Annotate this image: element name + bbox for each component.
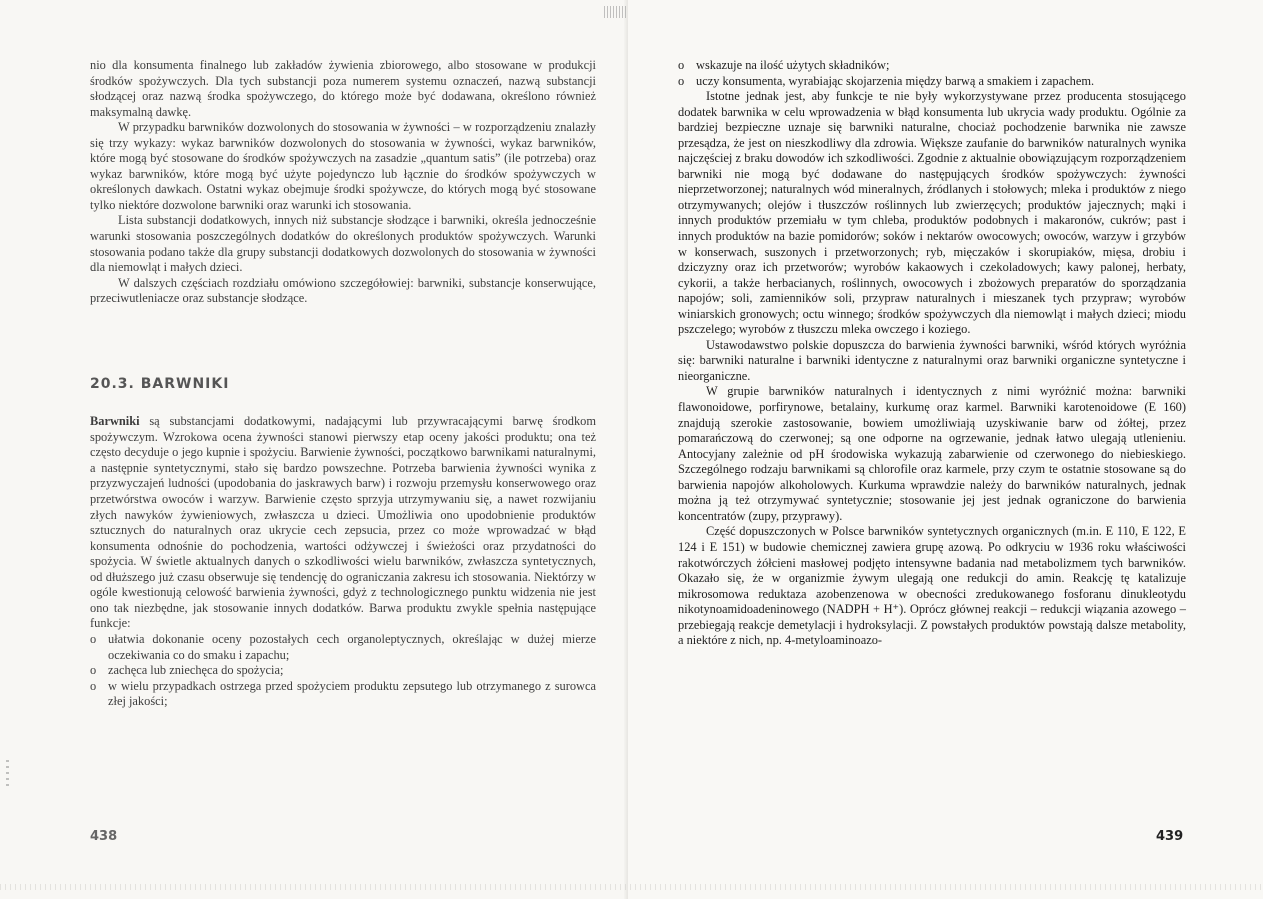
paragraph: Ustawodawstwo polskie dopuszcza do barwienia żywności barwniki, wśród których wyróżnia się: barwniki naturalne i barwniki identyczne z naturalnymi oraz barwniki organiczne syntetyczne i nieorganiczne. [678,337,1186,383]
bullet-circle-icon: o [90,678,97,693]
paragraph: W dalszych częściach rozdziału omówiono szczegółowiej: barwniki, substancje konserwujące, przeciwutleniacze oraz substancje słodzące. [90,275,596,306]
list-item-text: wskazuje na ilość użytych składników; [696,58,890,72]
left-page-text [90,58,596,710]
bullet-circle-icon: o [678,73,685,88]
page-number: 438 [90,829,118,844]
list-item [90,679,596,710]
list-item [90,663,596,679]
list-item-text: ułatwia dokonanie oceny pozostałych cech organoleptycznych, określając w dużej mierze oczekiwania co do smaku i zapachu; [108,631,596,662]
list-item [678,74,1186,90]
paragraph: Istotne jednak jest, aby funkcje te nie były wykorzystywane przez producenta stosującego dodatek barwnika w celu wprowadzenia w błąd konsumenta lub ukrycia wady produktu. Ogólnie za bardziej bezpieczne uznaje się barwniki naturalne, chociaż pochodzenie barwnika nie zawsze przesądza, że jest on nieszkodliwy dla zdrowia. Większe zaufanie do barwników naturalnych wynika najczęściej z braku dowodów ich szkodliwości. Zgodnie z aktualnie obowiązującym rozporządzeniem barwniki nie mogą być dodawane do następujących środków spożywczych: żywności nieprzetworzonej; naturalnych wód mineralnych, źródlanych i stołowych; mleka i produktów z niego otrzymywanych; olejów i tłuszczów roślinnych lub zwierzęcych; produktów jajecznych; mąki i innych produktów przemiału w tym chleba, produktów podobnych i makaronów, cukrów; past i innych produktów na bazie pomidorów; soków i nektarów owocowych; owoców, warzyw i grzybów w konserwach, suszonych i przetworzonych; ryb, mięczaków i skorupiaków, mięsa, drobiu i dziczyzny oraz ich przetworów; wyrobów kakaowych i czekoladowych; kawy palonej, herbaty, cykorii, a także herbacianych, roślinnych, owocowych i zbożowych preparatów do sporządzania napojów; soli, zamienników soli, przypraw naturalnych i mieszanek tych przypraw; wyrobów winiarskich gronowych; octu winnego; środków spożywczych dla niemowląt i małych dzieci; miodu pszczelego; wyrobów z tłuszczu mleka owczego i koziego. [678,89,1186,337]
list-item-text: uczy konsumenta, wyrabiając skojarzenia między barwą a smakiem i zapachem. [696,73,1095,88]
paragraph: W grupie barwników naturalnych i identycznych z nimi wyróżnić można: barwniki flawonoidowe, porfirynowe, betalainy, kurkumę oraz karmel. Barwniki karotenoidowe (E 160) znajdują szerokie zastosowanie, bowiem umożliwiają uzyskiwanie barw od żółtej, przez pomarańczową do czerwonej; są one odporne na ogrzewanie, jednak łatwo ulegają utlenieniu. Antocyjany zależnie od pH środowiska wykazują zabarwienie od czerwonego do niebieskiego. Szczególnego rodzaju barwnikami są chlorofile oraz karmele, przy czym te ostatnie stosowane są do barwienia napojów alkoholowych. Kurkuma wprawdzie należy do barwników naturalnych, jednak można ją też otrzymywać syntetycznie; stosowanie jej jest jednak ograniczone do barwienia koncentratów (zupy, przyprawy). [678,384,1186,523]
bullet-circle-icon: o [90,663,97,678]
list-item-text: w wielu przypadkach ostrzega przed spożyciem produktu zepsutego lub otrzymanego z surowca złej jakości; [108,678,596,709]
intro-term: Barwniki [90,414,140,429]
function-list [90,632,596,710]
list-item [678,58,1186,74]
right-page-text [678,58,1186,649]
bullet-circle-icon: o [678,58,685,72]
paragraph: nio dla konsumenta finalnego lub zakładów żywienia zbiorowego, albo stosowane w produkcji środków spożywczych. Dla tych substancji poza numerem systemu oznaczeń, nazwą substancji słodzącej oraz nazwą środka spożywczego, do którego może być dodawana, określono również maksymalną dawkę. [90,58,596,119]
paragraph: Część dopuszczonych w Polsce barwników syntetycznych organicznych (m.in. E 110, E 122, E 124 i E 151) w budowie chemicznej zawiera grupę azową. Po odkryciu w 1936 roku właściwości rakotwórczych żółcieni masłowej podjęto intensywne badania nad metabolizmem tych barwników. Okazało się, że w organizmie żywym ulegają one redukcji do amin. Reakcję tę katalizuje mikrosomowa reduktaza azobenzenowa w obecności zredukowanego fosforanu dinukleotydu nikotynoamidoadeninowego (NADPH + H⁺). Oprócz głównej reakcji – redukcji wiązania azowego – przebiegają reakcje demetylacji i hydroksylacji. Z powstałych produktów powstają dalsze metabolity, a niektóre z nich, np. 4-metyloaminoazo- [678,524,1186,648]
list-item [90,632,596,663]
right-page [628,0,1263,899]
scan-artifact [6,760,9,790]
intro-text: są substancjami dodatkowymi, nadającymi lub przywracającymi barwę środkom spożywczym. Wzrokowa ocena żywności stanowi pierwszy etap oceny jakości produktu; ona też często decyduje o jego kupnie i spożyciu. Barwienie żywności, początkowo barwnikami naturalnymi, a następnie syntetycznymi, stało się bardzo powszechne. Potrzeba barwienia żywności wynika z przyzwyczajeń ludności (upodobania do jaskrawych barw) i rozwoju przemysłu konserwowego oraz przetwórstwa owoców i warzyw. Barwienie często sprzyja utrzymywaniu się, a nawet rozwijaniu złych nawyków żywieniowych, zwłaszcza u dzieci. Umożliwia ono upodobnienie produktów sztucznych do naturalnych oraz ukrycie cech zepsucia, przez co może wprowadzać w błąd konsumenta odnośnie do pochodzenia, wartości odżywczej i świeżości oraz przydatności do spożycia. W świetle aktualnych danych o szkodliwości wielu barwników, zwłaszcza syntetycznych, od dłuższego już czasu obserwuje się tendencję do ograniczania zakresu ich stosowania. Niektórzy w ogóle kwestionują celowość barwienia żywności, gdyż z technologicznego punktu widzenia nie jest ono tak niezbędne, jak stosowanie innych dodatków. Barwa produktu zwykle spełnia następujące funkcje: [90,414,596,631]
section-heading: 20.3. BARWNIKI [90,375,230,392]
function-list-continued [678,58,1186,89]
scan-artifact [0,884,1263,890]
intro-paragraph [90,414,596,632]
list-item-text: zachęca lub zniechęca do spożycia; [108,663,284,678]
paragraph: Lista substancji dodatkowych, innych niż substancje słodzące i barwniki, określa jednocześnie warunki stosowania poszczególnych dodatków do określonych produktów spożywczych. Warunki stosowania podano także dla grupy substancji dodatkowych dozwolonych do stosowania w żywności dla niemowląt i małych dzieci. [90,213,596,275]
left-page [0,0,628,899]
page-number: 439 [1156,829,1184,844]
paragraph: W przypadku barwników dozwolonych do stosowania w żywności – w rozporządzeniu znalazły się trzy wykazy: wykaz barwników dozwolonych do stosowania w żywności, wykaz barwników, które mogą być stosowane do środków spożywczych na zasadzie „quantum satis” (ile potrzeba) oraz wykaz barwników, które mogą być użyte pojedynczo lub łącznie do środków spożywczych w określonych dawkach. Ostatni wykaz obejmuje środki spożywcze, do których mogą być stosowane tylko niektóre dozwolone barwniki oraz warunki ich stosowania. [90,120,596,212]
bullet-circle-icon: o [90,631,97,646]
